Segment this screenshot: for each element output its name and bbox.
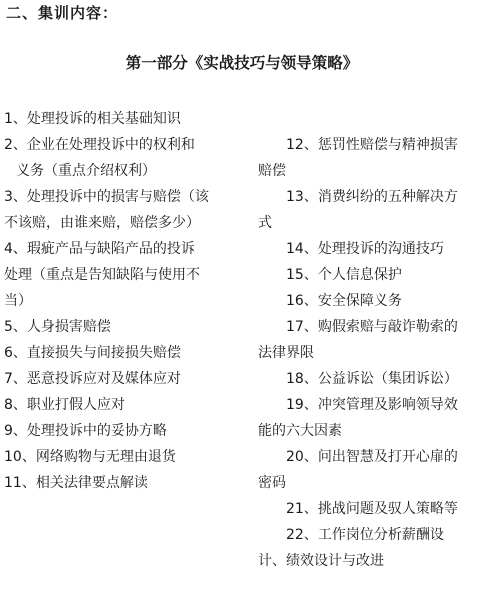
list-item: 14、处理投诉的沟通技巧	[286, 241, 444, 257]
list-item-continuation: 赔偿	[258, 163, 286, 179]
list-item-continuation: 义务（重点介绍权利）	[16, 163, 156, 179]
list-item: 13、消费纠纷的五种解决方	[286, 189, 458, 205]
list-item: 20、问出智慧及打开心扉的	[286, 449, 458, 465]
list-item: 19、冲突管理及影响领导效	[286, 397, 458, 413]
list-item-continuation: 法律界限	[258, 345, 314, 361]
list-item: 3、处理投诉中的损害与赔偿（该	[4, 189, 209, 205]
list-item: 21、挑战问题及驭人策略等	[286, 501, 458, 517]
list-item: 11、相关法律要点解读	[4, 475, 148, 491]
list-item: 16、安全保障义务	[286, 293, 402, 309]
list-item: 5、人身损害赔偿	[4, 319, 111, 335]
left-course-list	[4, 106, 236, 496]
list-item-continuation: 当）	[4, 293, 32, 309]
list-item-continuation: 式	[258, 215, 272, 231]
list-item: 8、职业打假人应对	[4, 397, 125, 413]
list-item: 12、惩罚性赔偿与精神损害	[286, 137, 458, 153]
part-title: 第一部分《实战技巧与领导策略》	[125, 54, 359, 72]
list-item: 22、工作岗位分析薪酬设	[286, 527, 444, 543]
list-item: 6、直接损失与间接损失赔偿	[4, 345, 181, 361]
list-item-continuation: 能的六大因素	[258, 423, 342, 439]
list-item-continuation: 密码	[258, 475, 286, 491]
right-course-list	[258, 106, 480, 574]
spacer	[258, 106, 480, 132]
list-item: 2、企业在处理投诉中的权利和	[4, 137, 195, 153]
list-item-continuation: 处理（重点是告知缺陷与使用不	[4, 267, 200, 283]
list-item: 15、个人信息保护	[286, 267, 402, 283]
list-item: 9、处理投诉中的妥协方略	[4, 423, 167, 439]
list-item: 7、恶意投诉应对及媒体应对	[4, 371, 181, 387]
list-item-continuation: 计、绩效设计与改进	[258, 553, 384, 569]
section-heading: 二、集训内容：	[6, 4, 119, 22]
list-item-continuation: 不该赔，由谁来赔，赔偿多少）	[4, 215, 200, 231]
list-item: 17、购假索赔与敲诈勒索的	[286, 319, 458, 335]
list-item: 18、公益诉讼（集团诉讼）	[286, 371, 458, 387]
list-item: 10、网络购物与无理由退货	[4, 449, 176, 465]
list-item: 1、处理投诉的相关基础知识	[4, 111, 181, 127]
list-item: 4、瑕疵产品与缺陷产品的投诉	[4, 241, 195, 257]
